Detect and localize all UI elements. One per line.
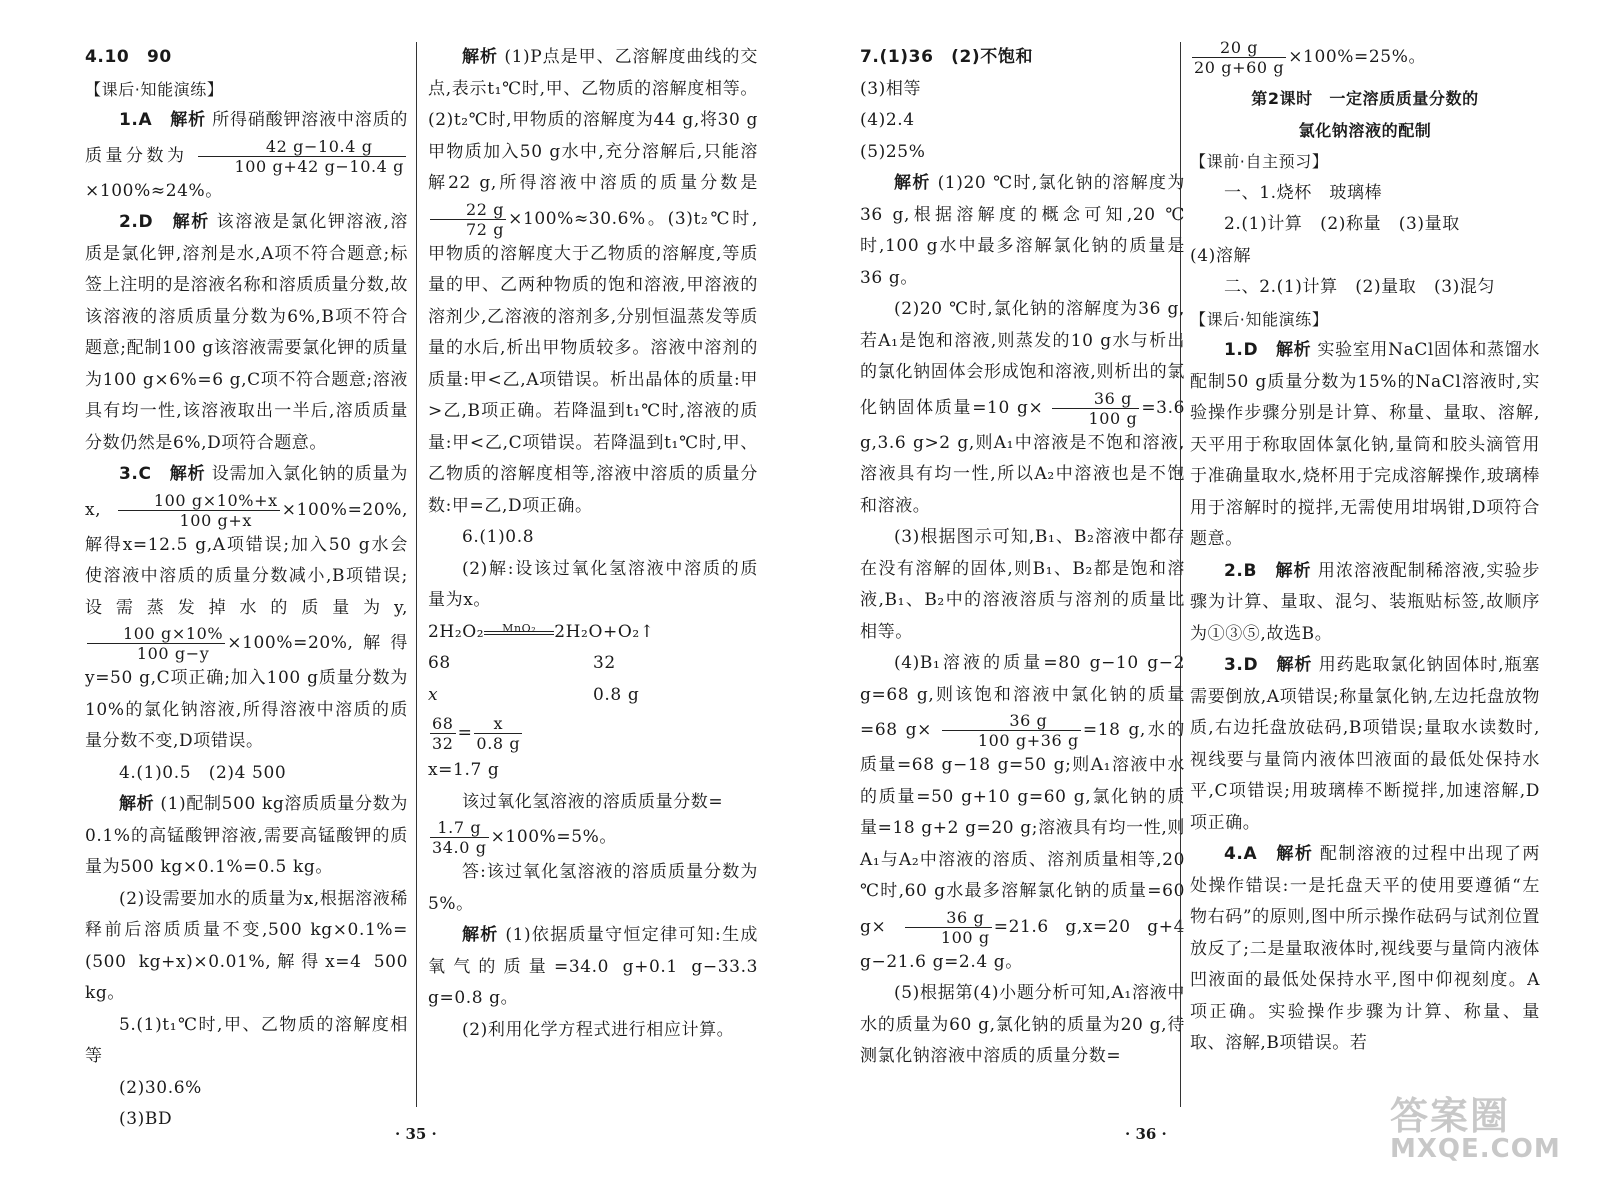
answer-item: (2)解:设该过氧化氢溶液中溶质的质量为x。 <box>428 558 758 610</box>
answer-item: 4.(1)0.5 (2)4 500 <box>119 762 287 783</box>
page-number: · 36 · <box>1125 1125 1167 1143</box>
column-3 <box>860 42 1185 1073</box>
watermark: 答案圈 MXQE.COM <box>1390 1094 1561 1164</box>
answer-item: 答:该过氧化氢溶液的溶质质量分数为5%。 <box>428 862 758 914</box>
answer-item: 解析 (1)20 ℃时,氯化钠的溶解度为36 g,根据溶解度的概念可知,20 ℃时,100 g水中最多溶解氯化钠的质量是36 g。 <box>860 173 1185 288</box>
equation-row: x 0.8 g <box>428 684 640 705</box>
answer-item: 1.A 解析 所得硝酸钾溶液中溶质的质量分数为 $\frac{42 g-10.4 g}{100 g+42 g-10.4 g}$ ×100%≈24%。 <box>85 110 408 201</box>
answer-line: 2.(1)计算 (2)称量 (3)量取 <box>1224 214 1460 234</box>
fraction: $\frac{100 g\times 10\%+x}{100 g+x}$ <box>118 491 280 530</box>
answer-item: 解析 (1)P点是甲、乙溶解度曲线的交点,表示t₁℃时,甲、乙物质的溶解度相等。(2)t₂℃时,甲物质的溶解度为44 g,将30 g甲物质加入50 g水中,充分溶解后,只能溶解22 g,所得溶液中溶质的质量分数是 $\frac{22 g}{72 g}$ ×100%≈30.6%。(3)t₂℃时,甲物质的溶解度大于乙物质的溶解度,等质量的甲、乙两种物质的饱和溶液,甲溶液的溶剂少,乙溶液的溶剂多,分别恒温蒸发等质量的水后,析出甲物质较多。溶液中溶剂的质量:甲<乙,A项错误。析出晶体的质量:甲>乙,B项正确。若降温到t₁℃时,溶液的质量:甲<乙,C项错误。若降温到t₁℃时,甲、乙物质的溶解度相等,溶液中溶质的质量分数:甲=乙,D项正确。 <box>428 47 759 516</box>
answer-item: (2)利用化学方程式进行相应计算。 <box>462 1019 735 1040</box>
column-2 <box>428 42 758 1046</box>
answer-item: 2.D 解析 该溶液是氯化钾溶液,溶质是氯化钾,溶剂是水,A项不符合题意;标签上注明的是溶液名称和溶质质量分数,故该溶液的溶质质量分数为6%,B项不符合题意;配制100 g该溶液需要氯化钾的质量为100 g×6%=6 g,C项不符合题意;溶液具有均一性,该溶液取出一半后,溶质质量分数仍然是6%,D项符合题意。 <box>85 212 408 453</box>
lesson-title: 氯化钠溶液的配制 <box>1298 120 1432 140</box>
answer-line: (4)2.4 <box>860 110 915 130</box>
answer-item: 解析 (1)配制500 kg溶质质量分数为0.1%的高锰酸钾溶液,需要高锰酸钾的质量为500 kg×0.1%=0.5 kg。 <box>85 794 408 877</box>
section-header: 【课后·知能演练】 <box>1190 309 1329 329</box>
answer-item: (2)20 ℃时,氯化钠的溶解度为36 g,若A₁是饱和溶液,则蒸发的10 g水与析出的氯化钠固体会形成饱和溶液,则析出的氯化钠固体质量=10 g× $\frac{36 g}{100 g}$ =3.6 g,3.6 g>2 g,则A₁中溶液是不饱和溶液,溶液具有均一性,所以A₂中溶液也是不饱和溶液。 <box>860 299 1185 516</box>
answer-item: 5.(1)t₁℃时,甲、乙物质的溶解度相等 <box>85 1014 408 1066</box>
section-header: 【课后·知能演练】 <box>85 79 224 99</box>
proportion: $\frac{68}{32}$ = $\frac{x}{0.8 g}$ <box>432 714 521 753</box>
fraction: $\frac{42 g-10.4 g}{100 g+42 g-10.4 g}$ <box>198 137 406 176</box>
answer-item: (2)设需要加水的质量为x,根据溶液稀释前后溶质质量不变,500 kg×0.1%=(500 kg+x)×0.01%,解得x=4 500 kg。 <box>85 888 408 1003</box>
lesson-title: 第2课时 一定溶质质量分数的 <box>1251 89 1479 108</box>
answer-line: (5)25% <box>860 141 926 162</box>
page-number: · 35 · <box>395 1125 437 1143</box>
answer-item: 3.C 解析 设需加入氯化钠的质量为x, $\frac{100 g\times 10\%+x}{100 g+x}$ ×100%=20%,解得x=12.5 g,A项错误;加入50 g水会使溶液中溶质的质量分数减小,B项错误;设需蒸发掉水的质量为y, $\frac{100 g\times 10\%}{100 g-y}$ ×100%=20%,解得y=50 g,C项正确;加入100 g质量分数为10%的氯化钠溶液,所得溶液中溶质的质量分数不变,D项错误。 <box>85 464 408 751</box>
answer-item: 该过氧化氢溶液的溶质质量分数= <box>462 791 724 812</box>
fraction: $\frac{22 g}{72 g}$ <box>430 200 506 239</box>
answer-item: 4.A 解析 配制溶液的过程中出现了两处操作错误:一是托盘天平的使用要遵循“左物右码”的原则,图中所示操作砝码与试剂位置放反了;二是量取液体时,视线要与量筒内液体凹液面的最低处保持水平,图中仰视刻度。A项正确。实验操作步骤为计算、称量、量取、溶解,B项错误。若 <box>1190 844 1541 1053</box>
column-divider <box>416 42 417 1107</box>
answer-item: (3)BD <box>119 1109 173 1129</box>
right-page <box>790 0 1600 1177</box>
column-divider <box>1180 42 1181 1107</box>
left-page <box>0 0 790 1177</box>
answer-item: (4)B₁溶液的质量=80 g−10 g−2 g=68 g,则该饱和溶液中氯化钠的质量=68 g× $\frac{36 g}{100 g+36 g}$ =18 g,水的质量=68 g−18 g=50 g;则A₁溶液中水的质量=50 g+10 g=60 g,氯化钠的质量=18 g+2 g=20 g;溶液具有均一性,则A₁与A₂中溶液的溶质、溶剂质量相等,20 ℃时,60 g水最多溶解氯化钠的质量=60 g× $\frac{36 g}{100 g}$ =21.6 g,x=20 g+4 g−21.6 g=2.4 g。 <box>860 653 1185 972</box>
answer-item: 解析 (1)依据质量守恒定律可知:生成氧气的质量=34.0 g+0.1 g−33.3 g=0.8 g。 <box>428 925 758 1008</box>
answer-item: 1.D 解析 实验室用NaCl固体和蒸馏水配制50 g质量分数为15%的NaCl溶液时,实验操作步骤分别是计算、称量、量取、溶解,天平用于称取固体氯化钠,量筒和胶头滴管用于准确量取水,烧杯用于完成溶解操作,玻璃棒用于溶解时的搅拌,无需使用坩埚钳,D项符合题意。 <box>1190 340 1541 549</box>
answer-item: 3.D 解析 用药匙取氯化钠固体时,瓶塞需要倒放,A项错误;称量氯化钠,左边托盘放物质,右边托盘放砝码,B项错误;量取水读数时,视线要与量筒内液体凹液面的最低处保持水平,C项错误;用玻璃棒不断搅拌,加速溶解,D项正确。 <box>1190 655 1540 833</box>
answer-line: 7.(1)36 (2)不饱和 <box>860 47 1034 67</box>
answer-item: (3)根据图示可知,B₁、B₂溶液中都存在没有溶解的固体,则B₁、B₂都是饱和溶液,B₁、B₂中的溶液溶质与溶剂的质量比相等。 <box>860 527 1185 642</box>
equation-row: 68 32 <box>428 653 616 673</box>
chemical-equation: 2H₂O₂ MnO₂ 2H₂O+O₂↑ <box>428 621 655 642</box>
answer-line: 4.10 90 <box>85 47 172 67</box>
fraction: $\frac{36 g}{100 g}$ <box>905 908 992 947</box>
fraction: $\frac{36 g}{100 g+36 g}$ <box>942 711 1081 750</box>
answer-item: (2)30.6% <box>119 1077 202 1098</box>
answer-line: (4)溶解 <box>1190 245 1252 266</box>
answer-item: $\frac{1.7 g}{34.0 g}$ ×100%=5%。 <box>432 818 618 857</box>
column-1 <box>85 42 408 1136</box>
fraction: $\frac{36 g}{100 g}$ <box>1052 389 1139 428</box>
answer-line: 一、1.烧杯 玻璃棒 <box>1224 182 1383 203</box>
answer-item: $\frac{20 g}{20 g+60 g}$ ×100%=25%。 <box>1194 38 1427 77</box>
answer-item: 6.(1)0.8 <box>462 527 535 547</box>
answer-item: (5)根据第(4)小题分析可知,A₁溶液中水的质量为60 g,氯化钠的质量为20 g,待测氯化钠溶液中溶质的质量分数= <box>860 983 1185 1066</box>
answer-item: 2.B 解析 用浓溶液配制稀溶液,实验步骤为计算、量取、混匀、装瓶贴标签,故顺序为①③⑤,故选B。 <box>1190 560 1540 644</box>
section-header: 【课前·自主预习】 <box>1190 152 1329 171</box>
answer-line: (3)相等 <box>860 78 922 99</box>
column-4 <box>1190 38 1540 1060</box>
equation-result: x=1.7 g <box>428 760 500 780</box>
answer-line: 二、2.(1)计算 (2)量取 (3)混匀 <box>1224 277 1496 297</box>
fraction: $\frac{100 g\times 10\%}{100 g-y}$ <box>87 624 225 663</box>
